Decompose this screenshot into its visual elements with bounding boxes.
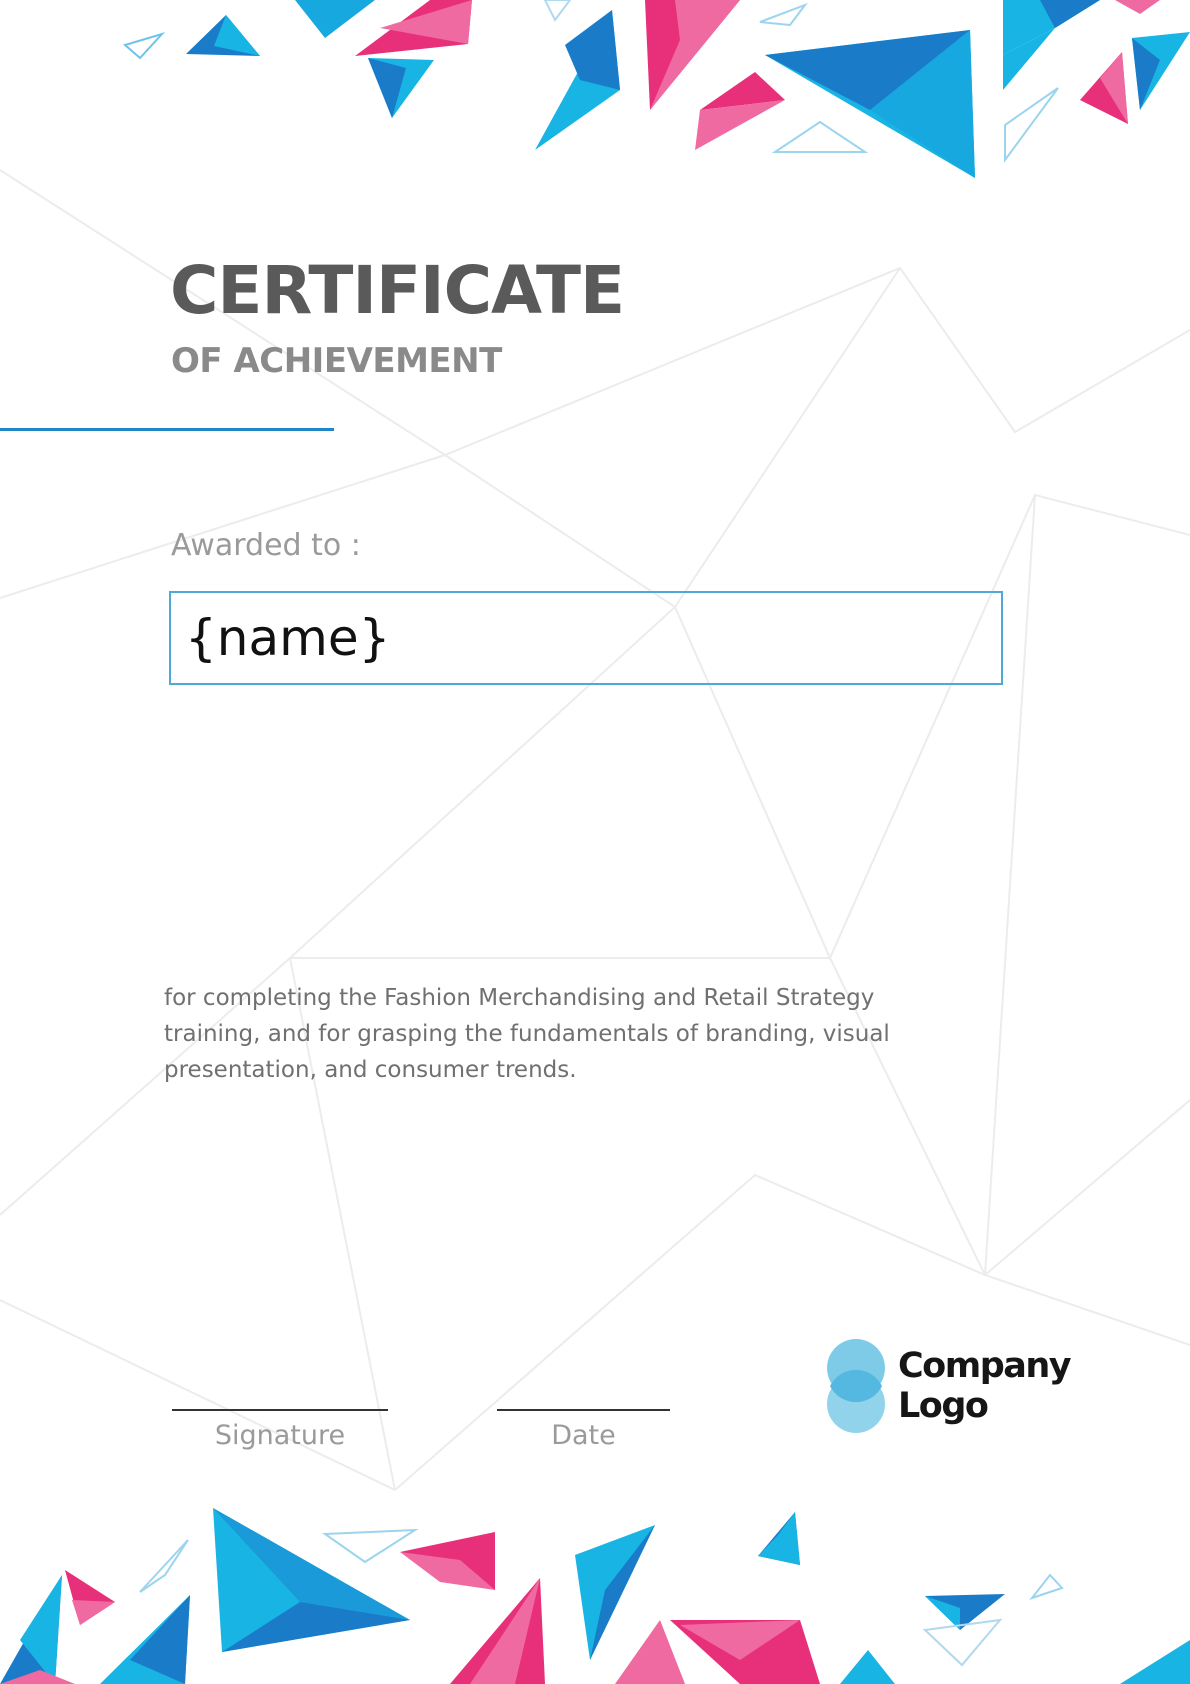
awarded-to-label: Awarded to : — [171, 528, 361, 563]
signature-label: Signature — [214, 1420, 346, 1451]
company-logo — [826, 1338, 1076, 1434]
logo-line-2: Logo — [898, 1386, 988, 1426]
recipient-name: {name} — [185, 609, 391, 667]
logo-line-1: Company — [898, 1346, 1071, 1386]
top-triangle-decoration — [0, 0, 1190, 190]
date-line — [497, 1409, 670, 1411]
certificate-subtitle: OF ACHIEVEMENT — [171, 341, 502, 381]
date-label: Date — [551, 1420, 616, 1451]
recipient-name-field[interactable] — [169, 591, 1003, 685]
title-divider — [0, 428, 334, 431]
logo-circles-icon — [826, 1338, 890, 1434]
signature-line — [172, 1409, 388, 1411]
certificate-title: CERTIFICATE — [170, 252, 625, 329]
logo-wordmark — [898, 1346, 1070, 1426]
achievement-description: for completing the Fashion Merchandising and Retail Strategy training, and for grasping the fundamentals of branding, visual presentation, and consumer trends. — [164, 985, 890, 1083]
bottom-triangle-decoration — [0, 1490, 1190, 1684]
